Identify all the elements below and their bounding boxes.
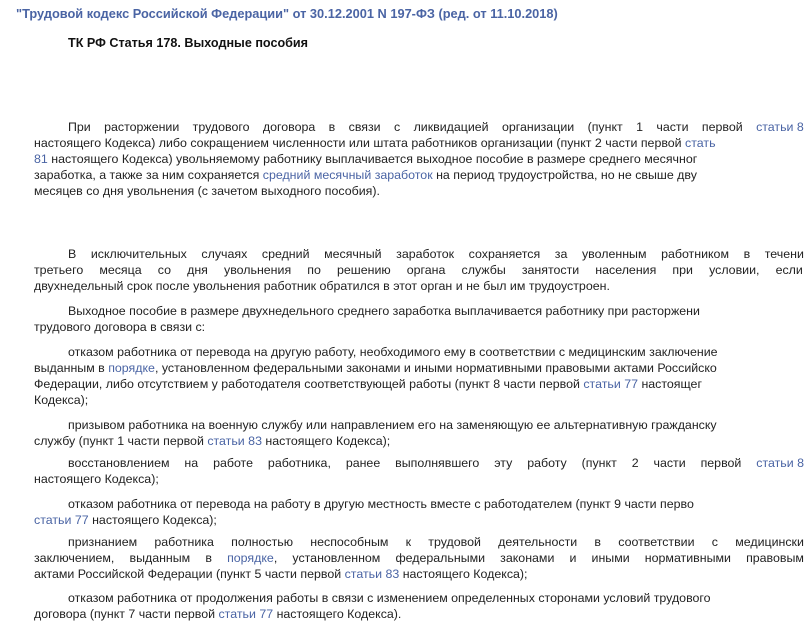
word: первой — [701, 120, 743, 134]
item-1-line-3 — [34, 376, 702, 392]
word: и — [569, 551, 577, 565]
word: трудовой — [428, 535, 481, 549]
word: выданным — [129, 551, 191, 565]
word: третьего — [34, 263, 84, 277]
text-run: договора (пункт 7 части первой — [34, 607, 216, 621]
item-4-line-2 — [34, 512, 217, 528]
article-title: ТК РФ Статья 178. Выходные пособия — [68, 36, 309, 50]
word: службы — [461, 263, 506, 277]
word: полностью — [231, 535, 294, 549]
paragraph-2-line-3: двухнедельный срок после увольнения работник обратился в этот орган и не был им трудоустроен. — [34, 279, 610, 293]
text-run: настоящего Кодекса); — [402, 567, 528, 581]
word: трудового — [192, 120, 250, 134]
item-1-line-1: отказом работника от перевода на другую работу, необходимого ему в соответствии с медицинским заключение — [68, 345, 718, 359]
paragraph-1-line-1 — [68, 119, 804, 135]
word: в — [328, 120, 336, 134]
word: уволенным — [581, 247, 647, 261]
word: соответствии — [618, 535, 695, 549]
document-title: "Трудовой кодекс Российской Федерации" от 30.12.2001 N 197-ФЗ (ред. от 11.10.2018) — [16, 6, 558, 21]
word: установленном — [292, 551, 381, 565]
paragraph-1-line-3 — [34, 151, 697, 167]
word: увольнения — [224, 263, 292, 277]
paragraph-1-line-5: месяцев со дня увольнения (с зачетом выходного пособия). — [34, 184, 380, 198]
item-5-line-2 — [34, 550, 804, 566]
word: части — [656, 120, 689, 134]
word: с — [393, 120, 401, 134]
word: (пункт — [587, 120, 623, 134]
item-1-line-2 — [34, 360, 717, 376]
word: органа — [406, 263, 446, 277]
item-1-line-4: Кодекса); — [34, 393, 89, 407]
word: если — [775, 263, 803, 277]
paragraph-1-line-4 — [34, 167, 697, 183]
item-2-line-1: призывом работника на военную службу или направлением его на заменяющую ее альтернативную гражданску — [68, 418, 717, 432]
word: медицински — [735, 535, 804, 549]
word: течени — [764, 247, 804, 261]
link-article-81[interactable]: стать — [685, 136, 716, 150]
word: ликвидацией — [413, 120, 489, 134]
text-run: настоящего Кодекса); — [265, 434, 391, 448]
word: 1 — [636, 120, 643, 134]
item-3-line-2: настоящего Кодекса); — [34, 472, 159, 486]
word: неспособным — [310, 535, 389, 549]
word: работника — [154, 535, 214, 549]
word: восстановлением — [68, 456, 170, 470]
word: месяца — [99, 263, 142, 277]
word: деятельности — [498, 535, 578, 549]
link-article-83[interactable]: статьи 83 — [207, 434, 262, 448]
word: на — [184, 456, 199, 470]
word: исключительных — [90, 247, 187, 261]
link-article-77[interactable]: статьи 77 — [583, 377, 638, 391]
word: заработок — [396, 247, 455, 261]
text-run: заработка, а также за ним сохраняется — [34, 168, 260, 182]
word: за — [554, 247, 568, 261]
word: работником — [661, 247, 729, 261]
inline-link[interactable]: статьи 8 — [756, 456, 804, 470]
word: со — [157, 263, 171, 277]
word: в — [205, 551, 212, 565]
text-run: службу (пункт 1 части первой — [34, 434, 204, 448]
word: правовым — [746, 551, 804, 565]
item-5-line-3 — [34, 566, 527, 582]
word: При — [68, 120, 91, 134]
item-3-line-1 — [68, 455, 804, 471]
link-article-77[interactable]: статьи 77 — [34, 513, 89, 527]
word: иными — [591, 551, 630, 565]
link-article-77[interactable]: статьи 77 — [218, 607, 274, 621]
paragraph-3-line-2: трудового договора в связи с: — [34, 320, 206, 334]
item-5-line-1 — [68, 534, 804, 550]
word: (пункт — [581, 456, 617, 470]
word: работу — [527, 456, 567, 470]
word: В — [68, 247, 77, 261]
link-article-83[interactable]: статьи 83 — [344, 567, 400, 581]
text-run: настоящего Кодекса). — [276, 607, 402, 621]
item-4-line-1: отказом работника от перевода на работу в другую местность вместе с работодателем (пункт 9 части перво — [68, 497, 694, 511]
word: заключением, — [34, 551, 115, 565]
word: к — [405, 535, 412, 549]
word: случаях — [201, 247, 248, 261]
word: работе — [213, 456, 253, 470]
text-run: актами Российской Федерации (пункт 5 части первой — [34, 567, 342, 581]
word: работника, — [267, 456, 331, 470]
text-run: настоящег — [641, 377, 702, 391]
item-6-line-1: отказом работника от продолжения работы в связи с изменением определенных сторонами условий трудового — [68, 591, 711, 605]
word: при — [672, 263, 693, 277]
link-procedure[interactable]: порядке — [108, 361, 155, 375]
item-6-line-2 — [34, 606, 401, 622]
text-run: выданным в — [34, 361, 105, 375]
word: с — [711, 535, 718, 549]
word: организации — [502, 120, 575, 134]
word: по — [307, 263, 321, 277]
word: ранее — [345, 456, 381, 470]
word: признанием — [68, 535, 138, 549]
word: решению — [336, 263, 391, 277]
paragraph-1-line-2 — [34, 135, 716, 151]
text-run: настоящего Кодекса) увольняемому работнику выплачивается выходное пособие в размере среднего месячног — [51, 152, 698, 166]
word: занятости — [521, 263, 580, 277]
word: части — [653, 456, 686, 470]
text-run: , установленном федеральными законами и иными нормативными правовыми актами Российско — [154, 361, 717, 375]
word: законами — [500, 551, 555, 565]
word: средний — [261, 247, 310, 261]
link-average-earnings[interactable]: средний месячный заработок — [262, 168, 433, 182]
word: нормативными — [644, 551, 731, 565]
word: связи — [348, 120, 381, 134]
word: выполнявшего — [395, 456, 480, 470]
word: расторжении — [104, 120, 180, 134]
word: 2 — [631, 456, 639, 470]
word: эту — [494, 456, 513, 470]
inline-link[interactable]: порядке — [227, 551, 274, 565]
item-2-line-2 — [34, 433, 390, 449]
text-run: настоящего Кодекса); — [92, 513, 217, 527]
word: федеральными — [395, 551, 486, 565]
link-article-81-cont[interactable]: 81 — [34, 152, 48, 166]
word: в — [594, 535, 602, 549]
inline-link[interactable]: статьи 8 — [756, 120, 804, 134]
paragraph-2-line-1 — [68, 246, 804, 262]
word: условии, — [709, 263, 760, 277]
word: в — [743, 247, 751, 261]
text-run: на период трудоустройства, но не свыше дву — [436, 168, 697, 182]
word: порядке, — [227, 551, 278, 565]
word: месячный — [324, 247, 382, 261]
text-run: Федерации, либо отсутствием у работодателя соответствующей работы (пункт 8 части первой — [34, 377, 580, 391]
word: первой — [700, 456, 742, 470]
paragraph-2-line-2 — [34, 262, 803, 278]
word: дня — [187, 263, 208, 277]
word: сохраняется — [468, 247, 541, 261]
word: населения — [595, 263, 657, 277]
paragraph-3-line-1: Выходное пособие в размере двухнедельного среднего заработка выплачивается работнику при расторжени — [68, 304, 700, 318]
text-run: настоящего Кодекса) либо сокращением численности или штата работников организации (пункт 2 части первой — [34, 136, 682, 150]
word: договора — [262, 120, 316, 134]
